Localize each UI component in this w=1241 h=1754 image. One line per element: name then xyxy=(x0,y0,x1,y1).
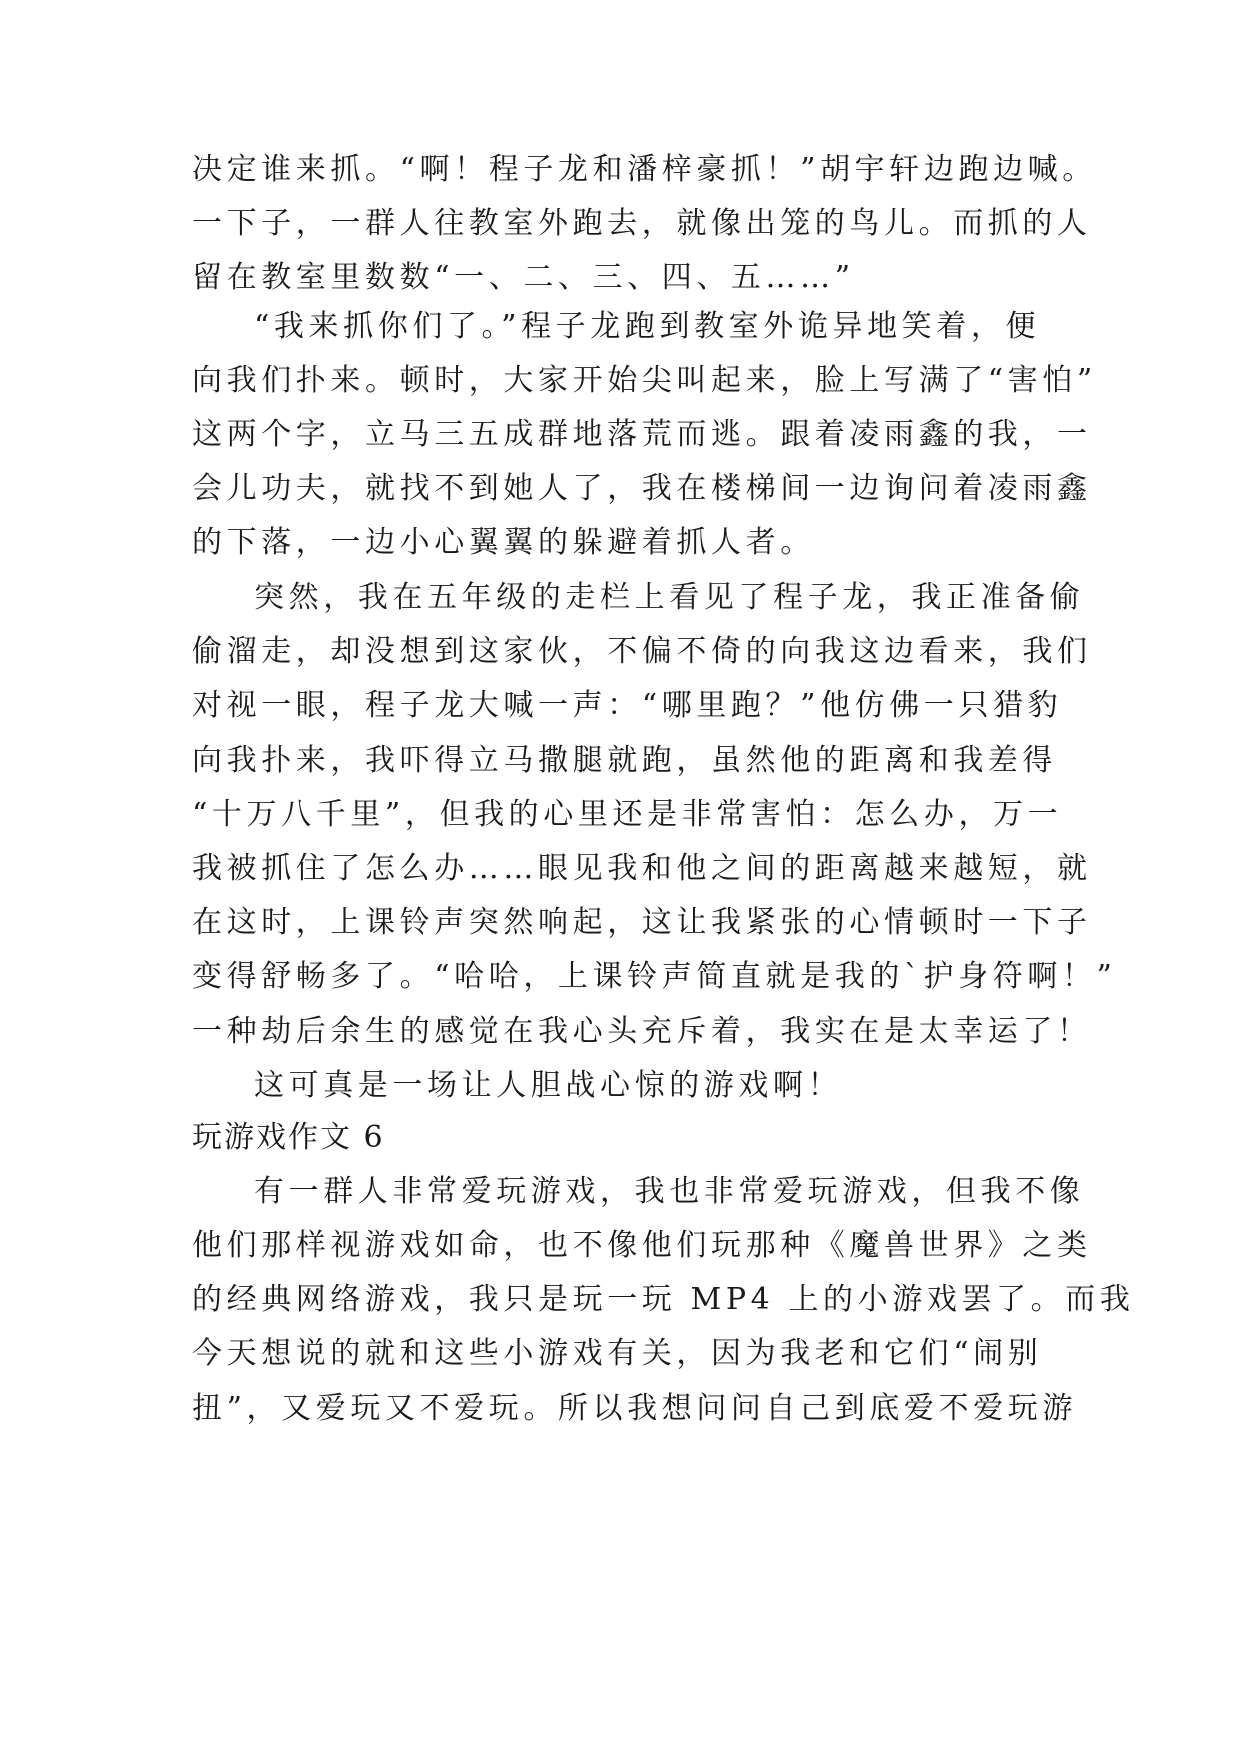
text-line: 我被抓住了怎么办……眼见我和他之间的距离越来越短，就 xyxy=(192,851,1092,886)
text-line: 的下落，一边小心翼翼的躲避着抓人者。 xyxy=(192,525,815,560)
text-line: “我来抓你们了。”程子龙跑到教室外诡异地笑着，便 xyxy=(254,309,1041,344)
text-line: 他们那样视游戏如命，也不像他们玩那种《魔兽世界》之类 xyxy=(192,1228,1092,1263)
text-line: 扭”，又爱玩又不爱玩。所以我想问问自己到底爱不爱玩游 xyxy=(192,1391,1077,1426)
text-line: 留在教室里数数“一、二、三、四、五……” xyxy=(192,260,855,295)
text-line: 变得舒畅多了。“哈哈，上课铃声简直就是我的`护身符啊！” xyxy=(192,959,1117,994)
text-line: 决定谁来抓。“啊！程子龙和潘梓豪抓！”胡宇轩边跑边喊。 xyxy=(192,152,1097,187)
text-line: “十万八千里”，但我的心里还是非常害怕：怎么办，万一 xyxy=(192,797,1063,832)
text-line: 偷溜走，却没想到这家伙，不偏不倚的向我这边看来，我们 xyxy=(192,634,1092,669)
text-line: 一下子，一群人往教室外跑去，就像出笼的鸟儿。而抓的人 xyxy=(192,206,1092,241)
text-line: 向我们扑来。顿时，大家开始尖叫起来，脸上写满了“害怕” xyxy=(192,363,1097,398)
text-line: 这两个字，立马三五成群地落荒而逃。跟着凌雨鑫的我，一 xyxy=(192,417,1092,452)
text-line: 突然，我在五年级的走栏上看见了程子龙，我正准备偷 xyxy=(254,580,1085,615)
section-heading: 玩游戏作文 6 xyxy=(192,1120,385,1155)
text-line: 今天想说的就和这些小游戏有关，因为我老和它们“闹别 xyxy=(192,1336,1043,1371)
text-line: 一种劫后余生的感觉在我心头充斥着，我实在是太幸运了！ xyxy=(192,1014,1092,1049)
text-line: 的经典网络游戏，我只是玩一玩 MP4 上的小游戏罢了。而我 xyxy=(192,1282,1135,1317)
text-line: 向我扑来，我吓得立马撒腿就跑，虽然他的距离和我差得 xyxy=(192,743,1057,778)
text-line: 有一群人非常爱玩游戏，我也非常爱玩游戏，但我不像 xyxy=(254,1174,1085,1209)
text-line: 会儿功夫，就找不到她人了，我在楼梯间一边询问着凌雨鑫 xyxy=(192,471,1092,506)
text-line: 在这时，上课铃声突然响起，这让我紧张的心情顿时一下子 xyxy=(192,905,1092,940)
text-line: 对视一眼，程子龙大喊一声：“哪里跑？”他仿佛一只猎豹 xyxy=(192,688,1063,723)
text-line: 这可真是一场让人胆战心惊的游戏啊！ xyxy=(254,1068,843,1103)
